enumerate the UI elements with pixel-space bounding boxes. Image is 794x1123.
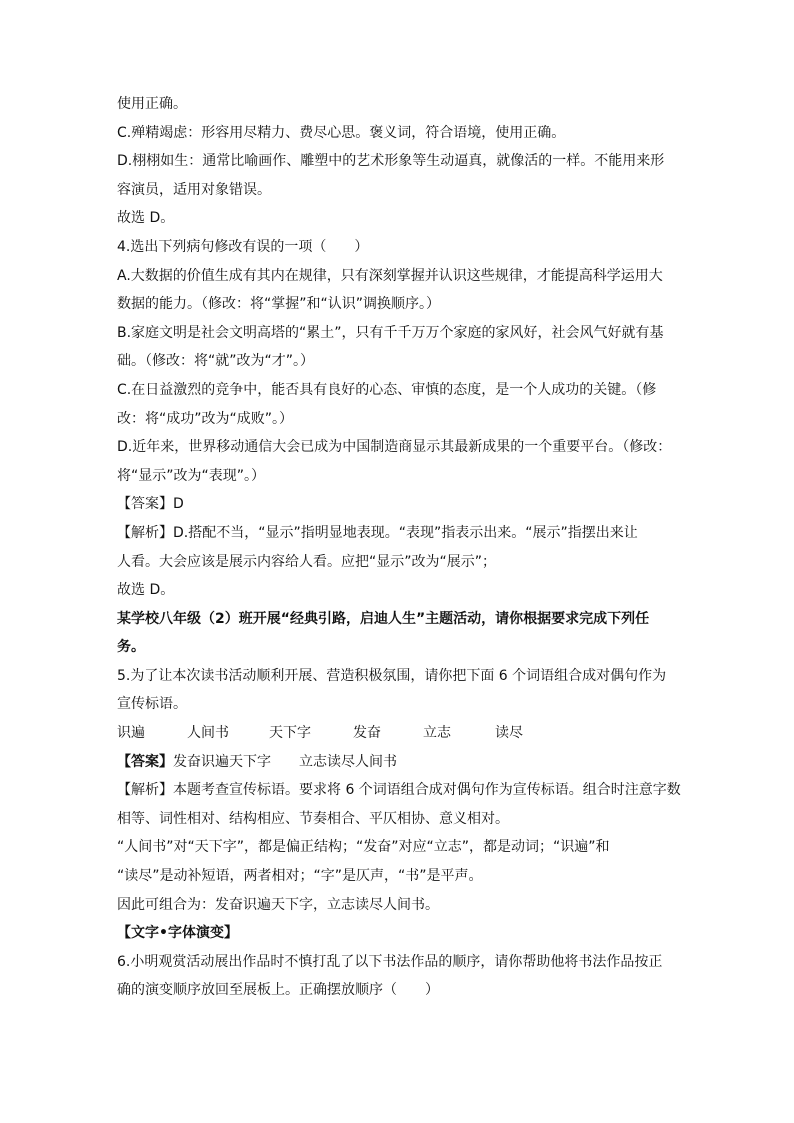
question-5-conclusion: 因此可组合为：发奋识遍天下字，立志读尽人间书。 [117,896,439,913]
question-4-analysis: 【解析】D.搭配不当，“显示”指明显地表现。“表现”指表示出来。“展示”指摆出来让 [117,524,638,541]
document-page [117,90,687,1005]
activity-intro-cont: 务。 [117,639,145,656]
word-item: 读尽 [495,725,523,742]
question-5-analysis-detail: “人间书”对“天下字”，都是偏正结构；“发奋”对应“立志”，都是动词；“识遍”和 [117,839,610,856]
question-5-stem: 5.为了让本次读书活动顺利开展、营造积极氛围，请你把下面 6 个词语组合成对偶句作为 [117,667,667,684]
question-5-answer [117,748,687,777]
question-4-option-a-cont: 数据的能力。（修改：将“掌握”和“认识”调换顺序。） [117,296,441,313]
question-5-analysis-detail-cont: “读尽”是动补短语，两者相对；“字”是仄声，“书”是平声。 [117,868,483,885]
option-c-explanation: C.殚精竭虑：形容用尽精力、费尽心思。褒义词，符合语境，使用正确。 [117,124,566,141]
question-4-option-a: A.大数据的价值生成有其内在规律，只有深刻掌握并认识这些规律，才能提高科学运用大 [117,267,663,284]
section-heading: 【文字•字体演变】 [117,925,238,942]
question-4-option-c: C.在日益激烈的竞争中，能否具有良好的心态、审慎的态度，是一个人成功的关键。（修 [117,381,657,398]
answer-label: 【答案】 [117,753,173,770]
word-item: 立志 [423,725,451,742]
activity-intro: 某学校八年级（2）班开展“经典引路，启迪人生”主题活动，请你根据要求完成下列任 [117,610,650,627]
question-4-option-b: B.家庭文明是社会文明高塔的“累土”，只有千千万万个家庭的家风好，社会风气好就有基 [117,324,664,341]
question-5-stem-cont: 宣传标语。 [117,696,187,713]
question-4-answer: 【答案】D [117,496,184,513]
word-item: 人间书 [187,725,229,742]
word-item: 识遍 [117,725,145,742]
option-d-explanation-cont: 容演员，适用对象错误。 [117,181,271,198]
choose-conclusion: 故选 D。 [117,210,175,227]
answer-part-1: 发奋识遍天下字 [173,753,271,770]
question-6-stem: 6.小明观赏活动展出作品时不慎打乱了以下书法作品的顺序，请你帮助他将书法作品按正 [117,953,663,970]
question-5-analysis: 【解析】本题考查宣传标语。要求将 6 个词语组合成对偶句作为宣传标语。组合时注意字数 [117,782,681,799]
option-d-explanation: D.栩栩如生：通常比喻画作、雕塑中的艺术形象等生动逼真，就像活的一样。不能用来形 [117,153,665,170]
word-list [117,719,687,748]
word-item: 发奋 [353,725,381,742]
question-4-option-d: D.近年来，世界移动通信大会已成为中国制造商显示其最新成果的一个重要平台。（修改： [117,439,672,456]
answer-part-2: 立志读尽人间书 [299,753,397,770]
question-4-analysis-cont: 人看。大会应该是展示内容给人看。应把“显示”改为“展示”； [117,553,497,570]
question-4-stem: 4.选出下列病句修改有误的一项（ ） [117,238,369,255]
question-6-stem-cont: 确的演变顺序放回至展板上。正确摆放顺序（ ） [117,982,439,999]
choose-conclusion-2: 故选 D。 [117,582,175,599]
question-4-option-b-cont: 础。（修改：将“就”改为“才”。） [117,353,315,370]
question-4-option-c-cont: 改：将“成功”改为“成败”。） [117,410,294,427]
question-5-analysis-cont: 相等、词性相对、结构相应、节奏相合、平仄相协、意义相对。 [117,810,509,827]
question-4-option-d-cont: 将“显示”改为“表现”。） [117,467,266,484]
text-line: 使用正确。 [117,96,187,112]
word-item: 天下字 [269,725,311,742]
